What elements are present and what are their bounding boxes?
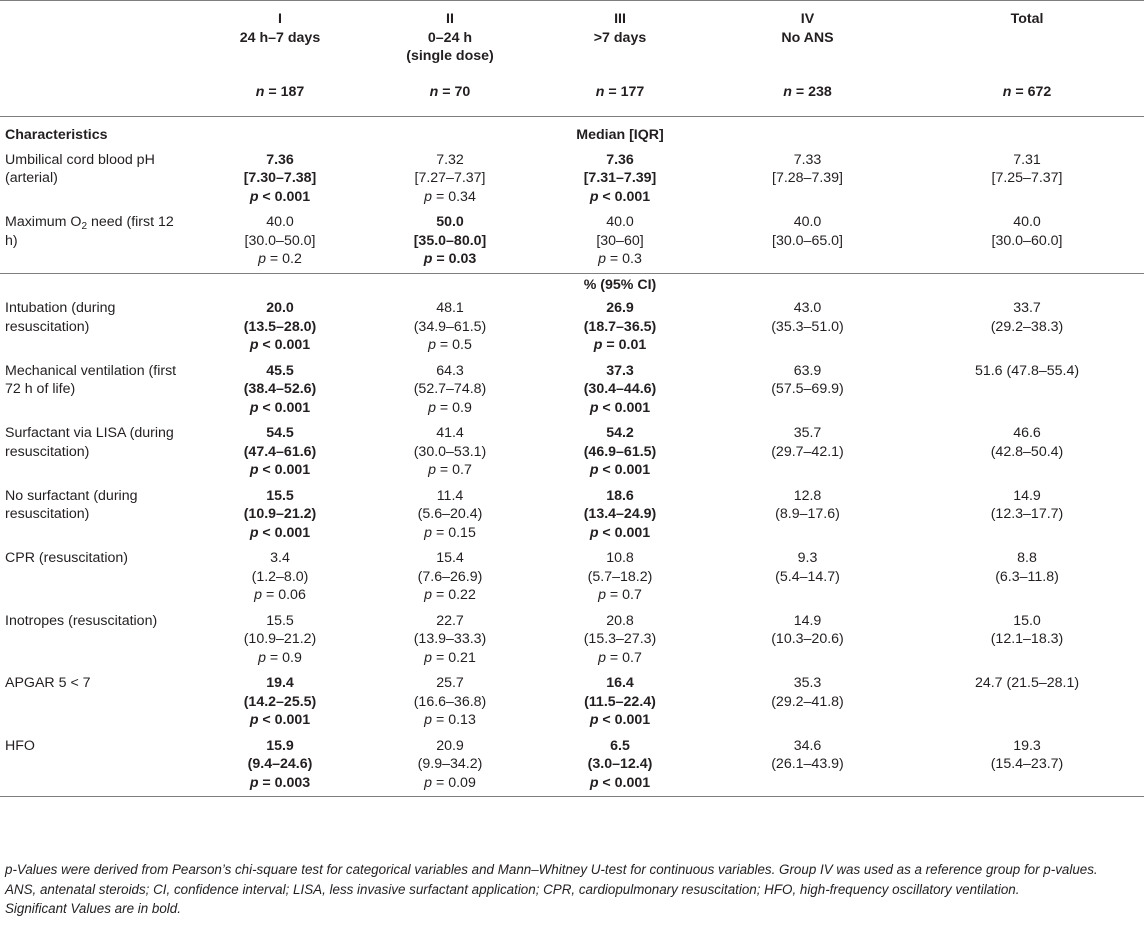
section-row <box>0 273 1144 296</box>
cell-value: 7.32 <box>436 151 464 168</box>
header-group-3 <box>535 1 705 117</box>
cell-value: 9.3 <box>797 550 818 566</box>
cell-interval: (5.6–20.4) <box>417 506 483 522</box>
group-roman: III <box>614 11 626 27</box>
table-row <box>0 484 1144 547</box>
p-value: p < 0.001 <box>249 462 311 478</box>
cell-interval: (29.2–41.8) <box>771 693 844 710</box>
p-value: p = 0.21 <box>424 649 476 666</box>
table-cell <box>705 421 910 484</box>
cell-value: 64.3 <box>436 362 464 379</box>
group-roman: IV <box>800 11 815 27</box>
section-title: % (95% CI) <box>583 276 657 293</box>
group-description: No ANS <box>781 29 834 46</box>
footnote-line-2: ANS, antenatal steroids; CI, confidence interval; LISA, less invasive surfactant application; CPR, cardiopulmonary resuscitation; HFO, high-frequency oscillatory ventilation. <box>5 881 1020 897</box>
group-n-label: n <box>595 83 605 100</box>
cell-value: 40.0 <box>606 214 634 230</box>
group-description: >7 days <box>593 29 647 46</box>
table-cell <box>705 734 910 797</box>
cell-value: 15.5 <box>266 487 294 504</box>
group-n-label: n <box>429 83 439 100</box>
p-value: p = 0.03 <box>423 251 477 267</box>
group-n <box>910 83 1144 102</box>
table-cell <box>535 421 705 484</box>
cell-interval: [35.0–80.0] <box>413 232 487 249</box>
cell-interval: (38.4–52.6) <box>243 381 317 397</box>
table-cell <box>910 546 1144 609</box>
cell-interval: (13.4–24.9) <box>583 506 657 522</box>
table-cell <box>910 671 1144 734</box>
group-n-value: = 187 <box>268 83 305 100</box>
cell-interval: (9.4–24.6) <box>247 756 313 772</box>
cell-interval: (35.3–51.0) <box>771 318 844 335</box>
cell-value: 7.33 <box>793 151 822 168</box>
table-cell <box>195 609 365 672</box>
cell-interval: (52.7–74.8) <box>413 381 487 397</box>
cell-value: 37.3 <box>606 362 634 379</box>
cell-interval: (3.0–12.4) <box>587 756 653 772</box>
cell-value: 15.5 <box>266 612 294 629</box>
table-row <box>0 609 1144 672</box>
table-cell <box>365 734 535 797</box>
p-value: p = 0.003 <box>249 774 311 791</box>
cell-interval: (13.9–33.3) <box>413 631 487 647</box>
table-row <box>0 359 1144 422</box>
table-cell <box>195 546 365 609</box>
p-value: p < 0.001 <box>249 399 311 416</box>
table-cell <box>535 546 705 609</box>
row-label: Mechanical ventilation (first 72 h of life) <box>5 362 177 397</box>
cell-value: 40.0 <box>266 214 294 230</box>
cell-interval: [7.31–7.39] <box>583 170 657 186</box>
cell-value: 33.7 <box>1013 300 1041 316</box>
footnote-line-3: Significant Values are in bold. <box>5 901 181 916</box>
group-n-value: = 672 <box>1015 83 1052 100</box>
cell-interval: (15.3–27.3) <box>583 631 657 647</box>
group-n-value: = 238 <box>795 83 832 100</box>
section-title: Median [IQR] <box>576 127 664 143</box>
cell-value: 6.5 <box>610 737 630 754</box>
p-value: p < 0.001 <box>589 399 651 416</box>
row-label-post: need (first 12 h) <box>5 214 174 249</box>
cell-value: 15.4 <box>436 550 464 566</box>
cell-interval: (5.7–18.2) <box>587 568 653 585</box>
cell-value: 18.6 <box>606 487 634 504</box>
p-value: p = 0.34 <box>424 188 476 205</box>
table-cell <box>910 296 1144 359</box>
p-value: p < 0.001 <box>589 188 651 205</box>
p-value: p = 0.5 <box>428 337 472 353</box>
cell-interval: (7.6–26.9) <box>417 568 483 585</box>
cell-value: 7.31 <box>1013 151 1041 168</box>
p-value: p = 0.9 <box>428 399 472 416</box>
group-description: 24 h–7 days <box>239 29 321 46</box>
table-cell <box>195 359 365 422</box>
table-cell <box>195 296 365 359</box>
cell-value: 43.0 <box>793 300 822 316</box>
table-cell <box>195 734 365 797</box>
group-n-label: n <box>255 83 265 100</box>
p-value: p = 0.01 <box>593 337 647 353</box>
cell-value: 15.0 <box>1013 612 1041 629</box>
p-value: p = 0.13 <box>424 712 476 728</box>
table-cell <box>910 421 1144 484</box>
cell-interval: (9.9–34.2) <box>417 756 483 772</box>
cell-value: 19.4 <box>266 675 294 691</box>
cell-interval: [7.28–7.39] <box>772 170 843 186</box>
cell-value: 54.2 <box>606 425 634 441</box>
table-cell <box>705 484 910 547</box>
cell-interval: [30.0–65.0] <box>772 232 843 249</box>
group-roman: Total <box>1010 11 1044 27</box>
cell-value: 22.7 <box>436 612 464 629</box>
cell-interval: (29.2–38.3) <box>990 318 1064 335</box>
table-cell <box>535 359 705 422</box>
table-cell <box>365 484 535 547</box>
table-cell <box>705 148 910 211</box>
cell-value: 12.8 <box>793 487 822 504</box>
table-cell <box>365 148 535 211</box>
row-label <box>0 210 195 273</box>
row-label: HFO <box>5 737 35 754</box>
cell-value: 24.7 (21.5–28.1) <box>974 675 1080 691</box>
table-row <box>0 734 1144 797</box>
cell-interval: [30–60] <box>596 232 644 249</box>
row-label-sub: 2 <box>81 221 88 232</box>
cell-interval: (1.2–8.0) <box>251 568 309 585</box>
cell-value: 25.7 <box>436 675 464 691</box>
group-n <box>195 83 365 102</box>
cell-value: 45.5 <box>266 362 294 379</box>
table-row <box>0 210 1144 273</box>
row-label: Umbilical cord blood pH (arterial) <box>5 151 155 186</box>
cell-value: 54.5 <box>266 425 294 441</box>
table-cell <box>365 421 535 484</box>
cell-value: 19.3 <box>1013 737 1041 754</box>
cell-value: 14.9 <box>793 612 822 629</box>
cell-value: 20.8 <box>606 612 634 629</box>
group-description-2: (single dose) <box>406 48 494 64</box>
group-n-label: n <box>1002 83 1012 100</box>
cell-interval: (14.2–25.5) <box>243 693 317 710</box>
cell-value: 35.3 <box>793 675 822 691</box>
table-cell <box>195 421 365 484</box>
cell-value: 63.9 <box>793 362 822 379</box>
cell-interval: [30.0–60.0] <box>991 232 1063 249</box>
p-value: p < 0.001 <box>249 524 311 541</box>
group-n-value: = 70 <box>442 83 471 100</box>
cell-value: 16.4 <box>606 675 634 691</box>
cell-interval: [7.30–7.38] <box>243 170 317 186</box>
table-cell <box>365 671 535 734</box>
table-cell <box>910 359 1144 422</box>
row-label: Surfactant via LISA (during resuscitation) <box>5 425 174 460</box>
p-value: p < 0.001 <box>249 188 311 205</box>
row-label: APGAR 5 < 7 <box>5 675 91 691</box>
cell-interval: (12.3–17.7) <box>990 506 1064 522</box>
cell-interval: (10.3–20.6) <box>771 631 844 647</box>
table-cell <box>705 609 910 672</box>
cell-value: 8.8 <box>1017 550 1037 566</box>
group-roman: I <box>278 11 282 27</box>
cell-value: 46.6 <box>1013 425 1041 441</box>
table-cell <box>365 546 535 609</box>
table-cell <box>910 609 1144 672</box>
p-value: p = 0.7 <box>428 462 472 478</box>
table-cell <box>535 296 705 359</box>
cell-interval: (46.9–61.5) <box>583 443 657 460</box>
p-value: p < 0.001 <box>249 337 311 353</box>
cell-interval: (30.4–44.6) <box>583 381 657 397</box>
p-value: p = 0.09 <box>424 774 476 791</box>
row-label: Inotropes (resuscitation) <box>5 612 158 629</box>
cell-value: 20.0 <box>266 300 294 316</box>
row-label: No surfactant (during resuscitation) <box>5 487 138 522</box>
table-footnote <box>5 860 1140 919</box>
footnote-line-1: p-Values were derived from Pearson’s chi-square test for categorical variables and Mann–Whitney U-test for continuous variables. Group IV was used as a reference group for p-values. <box>5 862 1098 877</box>
row-label: CPR (resuscitation) <box>5 550 128 566</box>
p-value: p = 0.7 <box>598 649 642 666</box>
cell-interval: (16.6–36.8) <box>413 693 487 710</box>
table-cell <box>910 484 1144 547</box>
cell-value: 11.4 <box>436 487 464 504</box>
cell-value: 35.7 <box>793 425 822 441</box>
cell-interval: (26.1–43.9) <box>771 756 844 772</box>
cell-interval: (13.5–28.0) <box>243 318 317 335</box>
cell-value: 7.36 <box>606 151 634 168</box>
cell-value: 26.9 <box>606 300 634 316</box>
p-value: p < 0.001 <box>589 524 651 541</box>
cell-value: 34.6 <box>793 737 822 754</box>
header-group-5 <box>910 1 1144 117</box>
cell-value: 40.0 <box>1013 214 1041 230</box>
table-cell <box>195 484 365 547</box>
p-value: p = 0.22 <box>424 587 476 603</box>
p-value: p = 0.2 <box>258 251 302 267</box>
group-n <box>705 83 910 102</box>
header-group-1 <box>195 1 365 117</box>
table-row <box>0 296 1144 359</box>
cell-interval: (34.9–61.5) <box>413 318 487 335</box>
table-row <box>0 546 1144 609</box>
cell-interval: [7.25–7.37] <box>991 170 1063 186</box>
table-cell <box>535 609 705 672</box>
cell-interval: (6.3–11.8) <box>995 568 1059 585</box>
cell-interval: (5.4–14.7) <box>775 568 840 585</box>
table-cell <box>195 148 365 211</box>
table-cell <box>535 210 705 273</box>
cell-value: 7.36 <box>266 151 294 168</box>
table-cell <box>365 359 535 422</box>
cell-interval: (10.9–21.2) <box>243 506 317 522</box>
p-value: p < 0.001 <box>589 462 651 478</box>
table-body <box>0 117 1144 797</box>
table-cell <box>535 734 705 797</box>
p-value: p < 0.001 <box>589 712 651 728</box>
cell-interval: (42.8–50.4) <box>990 443 1064 460</box>
table-cell <box>535 671 705 734</box>
cell-interval: (47.4–61.6) <box>243 443 317 460</box>
cell-value: 10.8 <box>606 550 634 566</box>
table-cell <box>705 359 910 422</box>
table-row <box>0 671 1144 734</box>
table-cell <box>910 210 1144 273</box>
header-group-2 <box>365 1 535 117</box>
cell-value: 50.0 <box>436 214 464 230</box>
table-cell <box>535 484 705 547</box>
header-group-4 <box>705 1 910 117</box>
cell-value: 20.9 <box>436 737 464 754</box>
cell-interval: (29.7–42.1) <box>771 443 844 460</box>
cell-interval: (12.1–18.3) <box>990 631 1064 647</box>
cell-interval: (57.5–69.9) <box>771 381 844 397</box>
p-value: p = 0.9 <box>258 649 302 666</box>
p-value: p = 0.15 <box>424 524 476 541</box>
cell-value: 40.0 <box>793 214 822 230</box>
cell-value: 48.1 <box>436 300 464 316</box>
cell-value: 41.4 <box>436 425 464 441</box>
row-label: Intubation (during resuscitation) <box>5 300 116 335</box>
cell-interval: [30.0–50.0] <box>244 232 316 249</box>
cell-value: 3.4 <box>270 550 290 566</box>
header-corner <box>0 1 195 117</box>
table-row <box>0 421 1144 484</box>
table-cell <box>195 210 365 273</box>
group-description: 0–24 h <box>427 29 473 46</box>
cell-interval: (15.4–23.7) <box>990 756 1064 772</box>
group-n <box>535 83 705 102</box>
section-row <box>0 117 1144 148</box>
cell-value: 15.9 <box>266 737 294 754</box>
p-value: p < 0.001 <box>589 774 651 791</box>
table-cell <box>705 210 910 273</box>
cell-interval: (10.9–21.2) <box>243 631 317 647</box>
group-n-label: n <box>783 83 792 100</box>
table-cell <box>365 210 535 273</box>
group-roman: II <box>446 11 454 27</box>
table-cell <box>910 734 1144 797</box>
cell-interval: (18.7–36.5) <box>583 318 657 335</box>
section-label <box>0 273 195 296</box>
p-value: p = 0.06 <box>254 587 306 603</box>
table-header <box>0 1 1144 117</box>
table-row <box>0 148 1144 211</box>
table-cell <box>910 148 1144 211</box>
table-cell <box>195 671 365 734</box>
cell-interval: (11.5–22.4) <box>584 693 656 710</box>
table-cell <box>705 296 910 359</box>
p-value: p = 0.3 <box>598 251 642 267</box>
table-cell <box>365 296 535 359</box>
row-label-pre: Maximum O <box>5 214 82 230</box>
table-cell <box>535 148 705 211</box>
section-label: Characteristics <box>5 127 108 143</box>
cell-interval: (8.9–17.6) <box>775 506 840 522</box>
table-cell <box>705 671 910 734</box>
table-cell <box>365 609 535 672</box>
p-value: p = 0.7 <box>598 587 642 603</box>
group-n-value: = 177 <box>608 83 645 100</box>
cell-interval: [7.27–7.37] <box>414 170 486 186</box>
cell-value: 14.9 <box>1013 487 1041 504</box>
cell-interval: (30.0–53.1) <box>413 443 487 460</box>
group-n <box>365 83 535 102</box>
table-cell <box>705 546 910 609</box>
p-value: p < 0.001 <box>249 712 311 728</box>
cell-value: 51.6 (47.8–55.4) <box>974 362 1080 379</box>
